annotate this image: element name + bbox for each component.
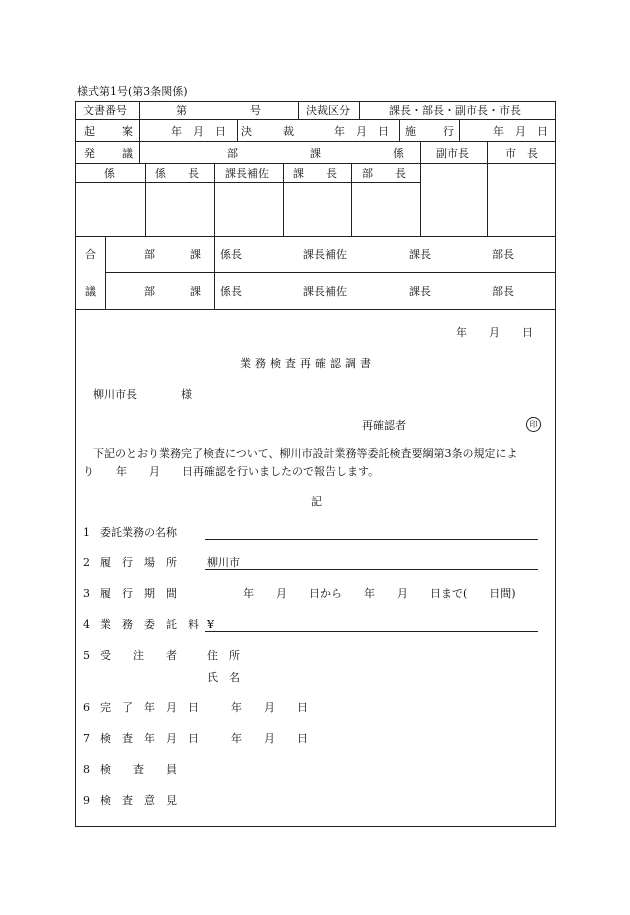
item-1-label: 委託業務の名称 bbox=[100, 526, 177, 539]
item-2-no: 2 bbox=[83, 556, 90, 569]
vline-n bbox=[214, 236, 215, 309]
hatsugi-gi: 議 bbox=[122, 147, 133, 160]
shiko-gyo: 行 bbox=[443, 125, 454, 138]
aigi-row1-bucho: 部長 bbox=[492, 248, 514, 261]
kessai-date: 年 月 日 bbox=[334, 125, 389, 138]
vline-d bbox=[237, 119, 238, 141]
shiko-se: 施 bbox=[405, 125, 416, 138]
item-5-address: 住 所 bbox=[207, 649, 240, 662]
aigi-row1-ka: 課 bbox=[190, 248, 201, 261]
paragraph-line-1: 下記のとおり業務完了検査について、柳川市設計業務等委託検査要綱第3条の規定によ bbox=[93, 447, 518, 460]
item-6-value: 年 月 日 bbox=[231, 701, 308, 714]
doc-no-dai: 第 bbox=[176, 104, 187, 117]
approver-bucho: 部 長 bbox=[362, 167, 406, 180]
item-5-no: 5 bbox=[83, 649, 90, 662]
vline-b bbox=[298, 101, 299, 119]
kian-date: 年 月 日 bbox=[171, 125, 226, 138]
item-6-no: 6 bbox=[83, 701, 90, 714]
vline-g bbox=[420, 141, 421, 236]
rule-row1 bbox=[75, 119, 556, 120]
item-7-value: 年 月 日 bbox=[231, 732, 308, 745]
aigi-row1-kakaricho: 係長 bbox=[220, 248, 242, 261]
aigi-row1-hosa: 課長補佐 bbox=[303, 248, 347, 261]
kessai-value: 課長・部長・副市長・市長 bbox=[389, 104, 521, 117]
item-2-label: 履 行 場 所 bbox=[100, 556, 177, 569]
vline-c bbox=[359, 101, 360, 119]
approver-kachohosa: 課長補佐 bbox=[225, 167, 269, 180]
aigi-row2-hosa: 課長補佐 bbox=[303, 285, 347, 298]
rule-row6 bbox=[105, 272, 556, 273]
doc-no-go: 号 bbox=[250, 104, 261, 117]
paragraph-line-2: り 年 月 日再確認を行いましたので報告します。 bbox=[83, 465, 380, 478]
aigi-row1-kacho: 課長 bbox=[409, 248, 431, 261]
item-2-value: 柳川市 bbox=[207, 556, 240, 569]
item-9-label: 検 査 意 見 bbox=[100, 794, 177, 807]
fukushicho-label: 副市長 bbox=[436, 147, 469, 160]
vline-k bbox=[283, 163, 284, 236]
approver-kakari: 係 bbox=[104, 167, 115, 180]
rule-row2 bbox=[75, 141, 556, 142]
kian-an: 案 bbox=[122, 125, 133, 138]
rule-row3 bbox=[75, 163, 556, 164]
kian-ki: 起 bbox=[84, 125, 95, 138]
aigi-row2-ka: 課 bbox=[190, 285, 201, 298]
item-4-no: 4 bbox=[83, 618, 90, 631]
seal-mark: 印 bbox=[526, 417, 541, 432]
aigi-row2-bu: 部 bbox=[144, 285, 155, 298]
rule-row5 bbox=[75, 236, 556, 237]
item-4-label: 業 務 委 託 料 bbox=[100, 618, 199, 631]
item-7-no: 7 bbox=[83, 732, 90, 745]
kessai-label: 決裁区分 bbox=[306, 104, 350, 117]
rule-row4 bbox=[75, 182, 420, 183]
item-5-name: 氏 名 bbox=[207, 671, 240, 684]
hatsugi-hatsu: 発 bbox=[84, 147, 95, 160]
item-3-no: 3 bbox=[83, 587, 90, 600]
hatsugi-ka: 課 bbox=[310, 147, 321, 160]
aigi-row2-bucho: 部長 bbox=[492, 285, 514, 298]
addressee: 柳川市長 様 bbox=[93, 388, 192, 401]
ki-label: 記 bbox=[311, 495, 322, 508]
vline-h bbox=[487, 141, 488, 236]
hatsugi-kakari: 係 bbox=[393, 147, 404, 160]
hatsugi-bu: 部 bbox=[227, 147, 238, 160]
kessai-ketsu: 決 bbox=[241, 125, 252, 138]
approver-kacho: 課 長 bbox=[293, 167, 337, 180]
item-2-fill-line bbox=[205, 569, 538, 570]
item-3-label: 履 行 期 間 bbox=[100, 587, 177, 600]
approver-kakaricho: 係 長 bbox=[155, 167, 199, 180]
item-4-fill-line bbox=[205, 631, 538, 632]
rule-row7 bbox=[75, 309, 556, 310]
vline-j bbox=[214, 163, 215, 236]
vline-a bbox=[139, 101, 140, 163]
aigi-label-2: 議 bbox=[85, 285, 96, 298]
form-frame bbox=[75, 101, 556, 827]
vline-e bbox=[399, 119, 400, 141]
vline-i bbox=[145, 163, 146, 236]
item-8-label: 検 査 員 bbox=[100, 763, 177, 776]
item-8-no: 8 bbox=[83, 763, 90, 776]
aigi-label-1: 合 bbox=[85, 248, 96, 261]
aigi-row2-kacho: 課長 bbox=[409, 285, 431, 298]
item-1-fill-line bbox=[205, 539, 538, 540]
kessai-sai: 裁 bbox=[283, 125, 294, 138]
report-date: 年 月 日 bbox=[456, 326, 533, 339]
vline-m bbox=[105, 236, 106, 309]
document-title: 業務検査再確認調書 bbox=[240, 357, 375, 370]
item-5-label: 受 注 者 bbox=[100, 649, 177, 662]
aigi-row1-bu: 部 bbox=[144, 248, 155, 261]
item-4-value: ¥ bbox=[207, 618, 214, 631]
item-3-value: 年 月 日から 年 月 日まで( 日間) bbox=[243, 587, 516, 600]
shiko-date: 年 月 日 bbox=[493, 125, 548, 138]
item-1-no: 1 bbox=[83, 526, 90, 539]
item-6-label: 完 了 年 月 日 bbox=[100, 701, 199, 714]
doc-no-label: 文書番号 bbox=[83, 104, 127, 117]
reconfirmer-label: 再確認者 bbox=[362, 419, 406, 432]
item-7-label: 検 査 年 月 日 bbox=[100, 732, 199, 745]
item-9-no: 9 bbox=[83, 794, 90, 807]
aigi-row2-kakaricho: 係長 bbox=[220, 285, 242, 298]
form-label: 様式第1号(第3条関係) bbox=[77, 85, 188, 98]
shicho-label: 市 長 bbox=[505, 147, 538, 160]
vline-l bbox=[351, 163, 352, 236]
vline-f bbox=[459, 119, 460, 141]
